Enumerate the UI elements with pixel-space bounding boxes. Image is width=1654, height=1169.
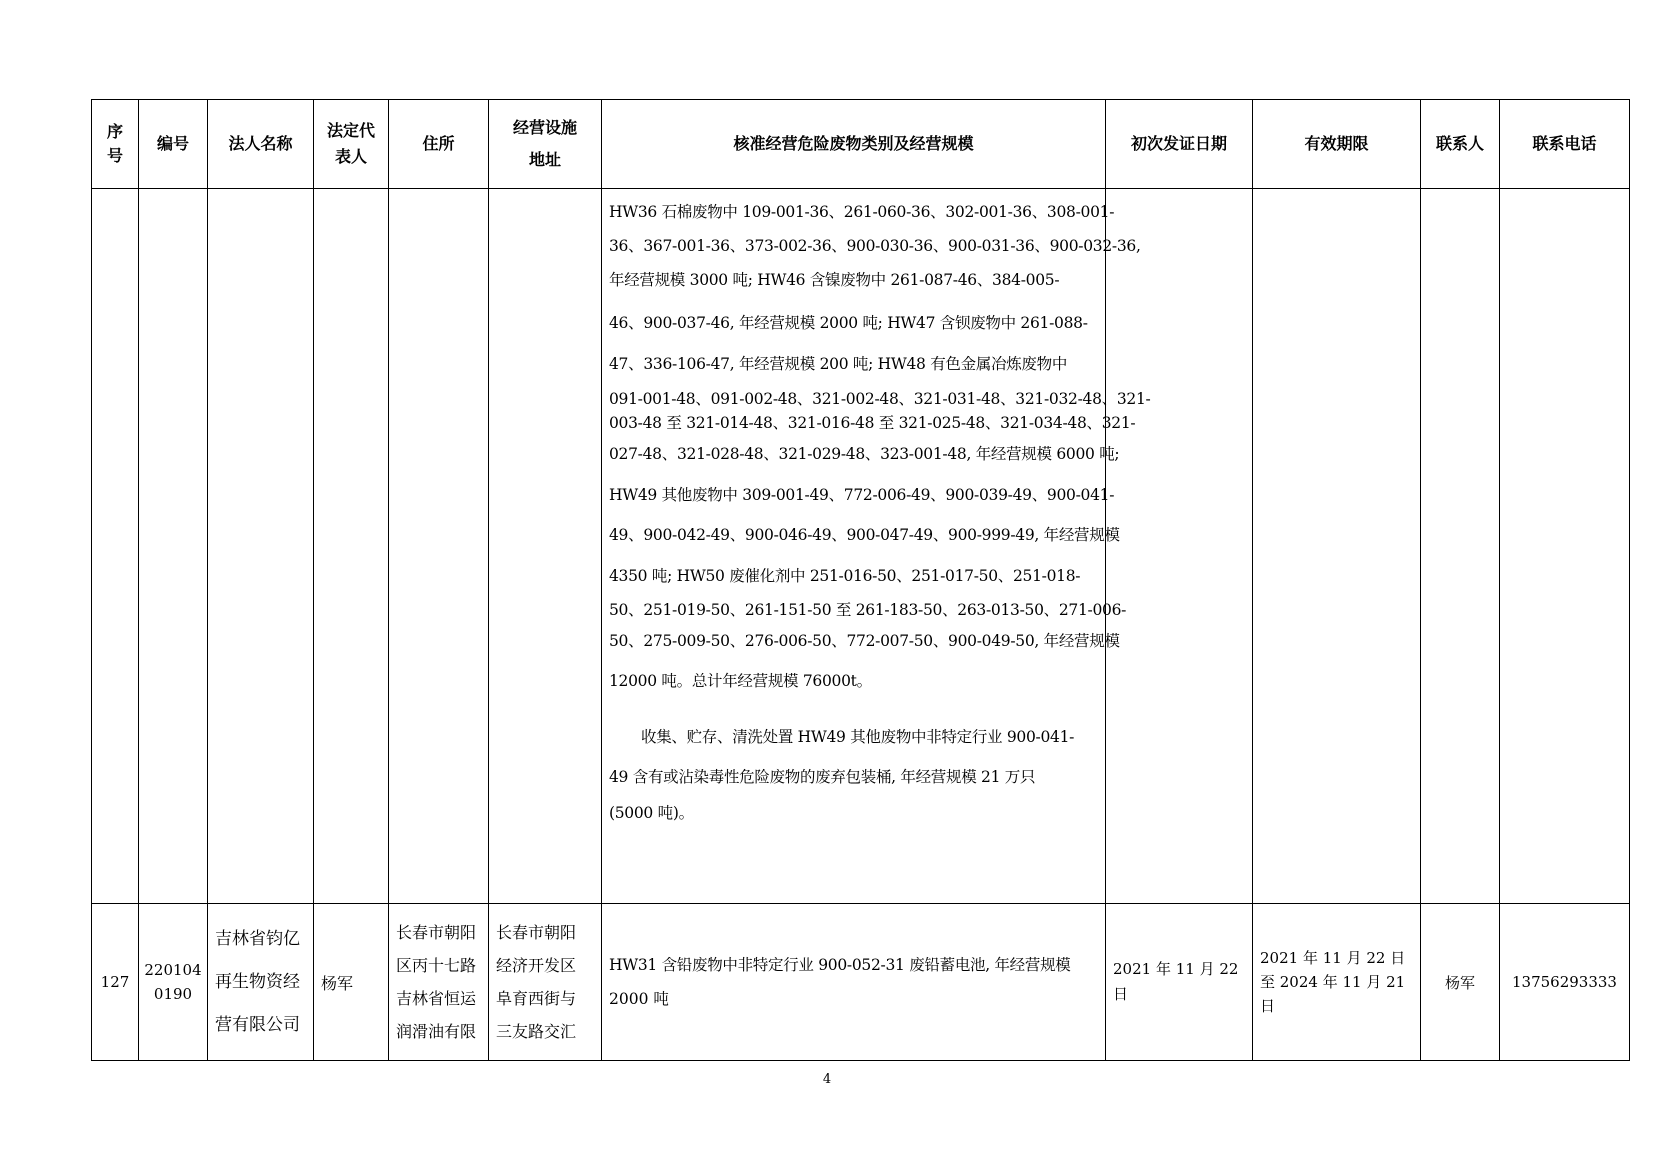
cell-company-name — [208, 904, 314, 1061]
header-address: 住所 — [389, 100, 489, 189]
scope-line: HW36 石棉废物中 109-001-36、261-060-36、302-001-36、308-001- — [609, 203, 1115, 221]
cell-legal-rep: 杨军 — [314, 904, 389, 1061]
facility-line: 阜育西街与 — [496, 989, 577, 1008]
scope-line: 091-001-48、091-002-48、321-002-48、321-031-48、321-032-48、321- — [609, 390, 1151, 408]
cell-empty — [1253, 189, 1421, 904]
scope-line: 12000 吨。总计年经营规模 76000t。 — [609, 672, 872, 690]
scope-line: 47、336-106-47, 年经营规模 200 吨; HW48 有色金属冶炼废物中 — [609, 355, 1068, 373]
date-line: 日 — [1113, 985, 1129, 1003]
scope-line: HW49 其他废物中 309-001-49、772-006-49、900-039-49、900-041- — [609, 486, 1115, 504]
header-facility: 经营设施地址 — [489, 100, 602, 189]
cell-seq: 127 — [92, 904, 139, 1061]
scope-line: 003-48 至 321-014-48、321-016-48 至 321-025-48、321-034-48、321- — [609, 414, 1136, 432]
scope-line: 49 含有或沾染毒性危险废物的废弃包装桶, 年经营规模 21 万只 — [609, 768, 1036, 786]
cell-facility — [489, 904, 602, 1061]
cell-code — [139, 904, 208, 1061]
header-code: 编号 — [139, 100, 208, 189]
cell-empty — [1500, 189, 1630, 904]
cell-empty — [92, 189, 139, 904]
scope-line: (5000 吨)。 — [609, 804, 694, 822]
address-line: 润滑油有限 — [396, 1022, 477, 1041]
scope-line: 027-48、321-028-48、321-029-48、323-001-48, 年经营规模 6000 吨; — [609, 445, 1120, 463]
header-validity: 有效期限 — [1253, 100, 1421, 189]
page-number: 4 — [822, 1072, 832, 1087]
header-scope: 核准经营危险废物类别及经营规模 — [602, 100, 1106, 189]
table-row-continuation — [92, 189, 1630, 904]
cell-validity — [1253, 904, 1421, 1061]
table-row-127 — [92, 904, 1630, 1061]
name-line: 营有限公司 — [215, 1014, 300, 1035]
validity-line: 至 2024 年 11 月 21 — [1260, 973, 1406, 991]
header-name: 法人名称 — [208, 100, 314, 189]
validity-line: 2021 年 11 月 22 日 — [1260, 949, 1406, 967]
cell-empty — [208, 189, 314, 904]
scope-line: 49、900-042-49、900-046-49、900-047-49、900-999-49, 年经营规模 — [609, 526, 1120, 544]
header-contact: 联系人 — [1421, 100, 1500, 189]
scope-line: 50、275-009-50、276-006-50、772-007-50、900-049-50, 年经营规模 — [609, 632, 1120, 650]
cell-empty — [489, 189, 602, 904]
scope-line: 46、900-037-46, 年经营规模 2000 吨; HW47 含钡废物中 261-088- — [609, 314, 1088, 332]
scope-line: 收集、贮存、清洗处置 HW49 其他废物中非特定行业 900-041- — [641, 728, 1075, 746]
name-line: 再生物资经 — [215, 971, 300, 992]
cell-address — [389, 904, 489, 1061]
cell-phone: 13756293333 — [1500, 904, 1630, 1061]
scope-line: 年经营规模 3000 吨; HW46 含镍废物中 261-087-46、384-005- — [609, 271, 1060, 289]
scope-line: 36、367-001-36、373-002-36、900-030-36、900-031-36、900-032-36, — [609, 237, 1141, 255]
address-line: 吉林省恒运 — [396, 989, 477, 1008]
cell-empty — [314, 189, 389, 904]
facility-line: 长春市朝阳 — [496, 923, 577, 942]
date-line: 2021 年 11 月 22 — [1113, 960, 1239, 978]
header-row — [92, 100, 1630, 189]
name-line: 吉林省钧亿 — [215, 928, 300, 949]
cell-empty — [389, 189, 489, 904]
scope-line: 4350 吨; HW50 废催化剂中 251-016-50、251-017-50、251-018- — [609, 567, 1081, 585]
cell-scope — [602, 904, 1106, 1061]
cell-first-date — [1106, 904, 1253, 1061]
code-line: 220104 — [144, 961, 202, 979]
header-seq: 序号 — [92, 100, 139, 189]
header-phone: 联系电话 — [1500, 100, 1630, 189]
header-rep: 法定代表人 — [314, 100, 389, 189]
scope-line: HW31 含铅废物中非特定行业 900-052-31 废铅蓄电池, 年经营规模 — [609, 956, 1071, 974]
facility-line: 三友路交汇 — [496, 1022, 577, 1041]
license-table — [91, 99, 1630, 1061]
scope-line: 50、251-019-50、261-151-50 至 261-183-50、263-013-50、271-006- — [609, 601, 1127, 619]
cell-empty — [139, 189, 208, 904]
facility-line: 经济开发区 — [496, 956, 577, 975]
scope-continuation-cell — [602, 189, 1151, 904]
code-line: 0190 — [153, 985, 193, 1003]
cell-contact: 杨军 — [1421, 904, 1500, 1061]
validity-line: 日 — [1260, 997, 1276, 1015]
cell-empty — [1106, 189, 1253, 904]
header-first-date: 初次发证日期 — [1106, 100, 1253, 189]
cell-empty — [1421, 189, 1500, 904]
scope-line: 2000 吨 — [609, 990, 669, 1008]
address-line: 长春市朝阳 — [396, 923, 477, 942]
address-line: 区丙十七路 — [396, 956, 477, 975]
